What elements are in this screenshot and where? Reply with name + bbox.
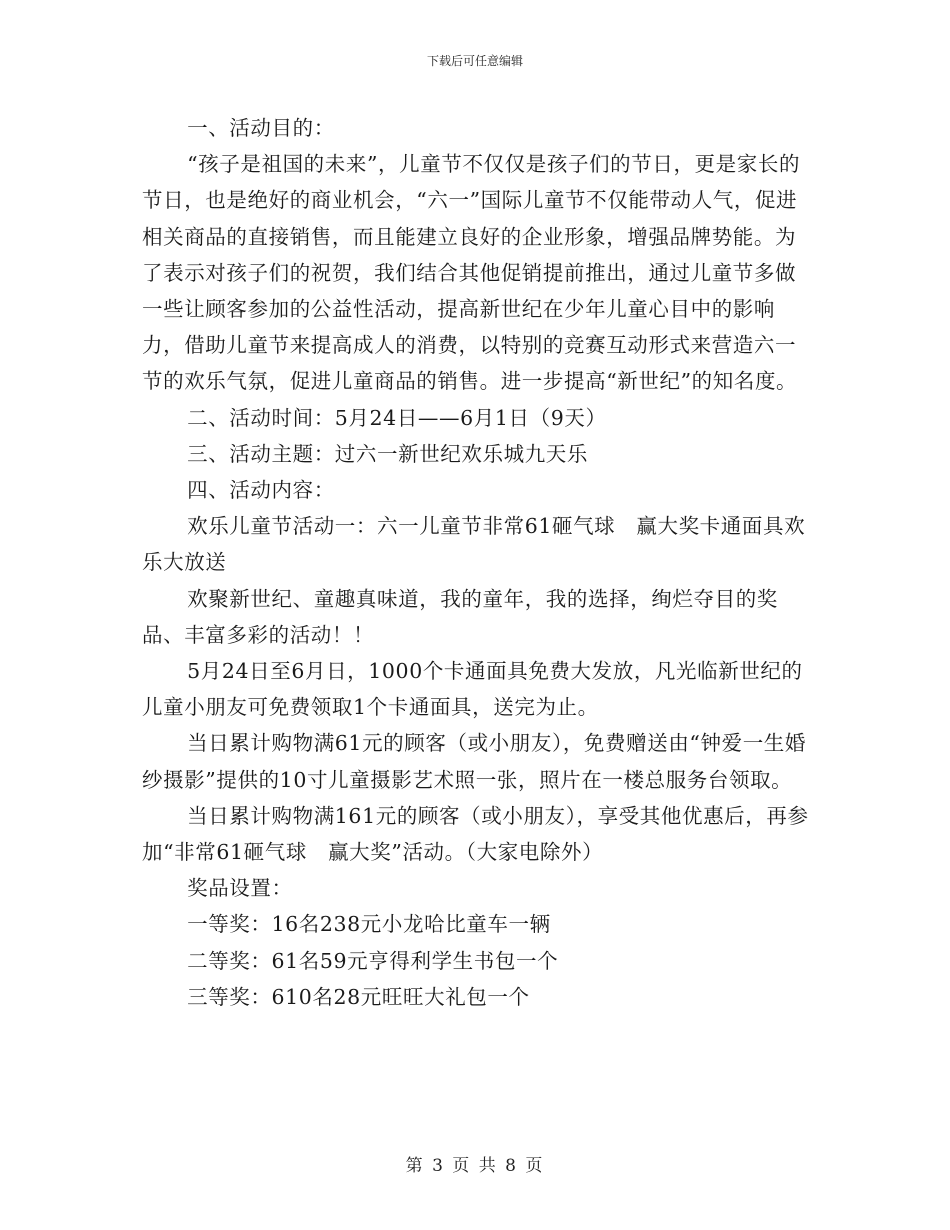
paragraph-purpose-description: “孩子是祖国的未来”，儿童节不仅仅是孩子们的节日，更是家长的节日，也是绝好的商业机会，“六一”国际儿童节不仅能带动人气，促进相关商品的直接销售，而且能建立良好的企业形象，增强品牌势能。为了表示对孩子们的祝贺，我们结合其他促销提前推出，通过儿童节多做一些让顾客参加的公益性活动，提高新世纪在少年儿童心目中的影响力，借助儿童节来提高成人的消费，以特别的竞赛互动形式来营造六一节的欢乐气氛，促进儿童商品的销售。进一步提高“新世纪”的知名度。 (142, 152, 801, 394)
paragraph-third-prize: 三等奖：610名28元旺旺大礼包一个 (187, 984, 530, 1009)
section-heading-time: 二、活动时间：5月24日——6月1日（9天） (187, 405, 607, 430)
header-note: 下载后可任意编辑 (426, 54, 523, 68)
paragraph-prize-heading: 奖品设置： (187, 876, 293, 901)
section-heading-content: 四、活动内容： (187, 478, 335, 503)
section-heading-purpose: 一、活动目的： (187, 116, 335, 140)
paragraph-second-prize: 二等奖：61名59元亨得利学生书包一个 (187, 948, 559, 973)
paragraph-photo-gift: 当日累计购物满61元的顾客（或小朋友），免费赠送由“钟爱一生婚纱摄影”提供的10寸儿童摄影艺术照一张，照片在一楼总服务台领取。 (142, 731, 807, 792)
paragraph-balloon-game: 当日累计购物满161元的顾客（或小朋友），享受其他优惠后，再参加“非常61砸气球 赢大奖”活动。（大家电除外） (142, 803, 809, 865)
page-footer (0, 1155, 950, 1177)
paragraph-activity-one-title: 欢乐儿童节活动一：六一儿童节非常61砸气球 赢大奖卡通面具欢乐大放送 (142, 514, 806, 575)
paragraph-first-prize: 一等奖：16名238元小龙哈比童车一辆 (187, 912, 551, 937)
document-body (142, 110, 810, 1015)
paragraph-mask-giveaway: 5月24日至6月日，1000个卡通面具免费大发放，凡光临新世纪的儿童小朋友可免费领取1个卡通面具，送完为止。 (142, 659, 803, 720)
paragraph-activity-slogan: 欢聚新世纪、童趣真味道，我的童年，我的选择，绚烂夺目的奖品、丰富多彩的活动！！ (142, 586, 778, 647)
section-heading-theme: 三、活动主题：过六一新世纪欢乐城九天乐 (187, 441, 588, 466)
page-number-label: 第 3 页 共 8 页 (405, 1156, 545, 1176)
